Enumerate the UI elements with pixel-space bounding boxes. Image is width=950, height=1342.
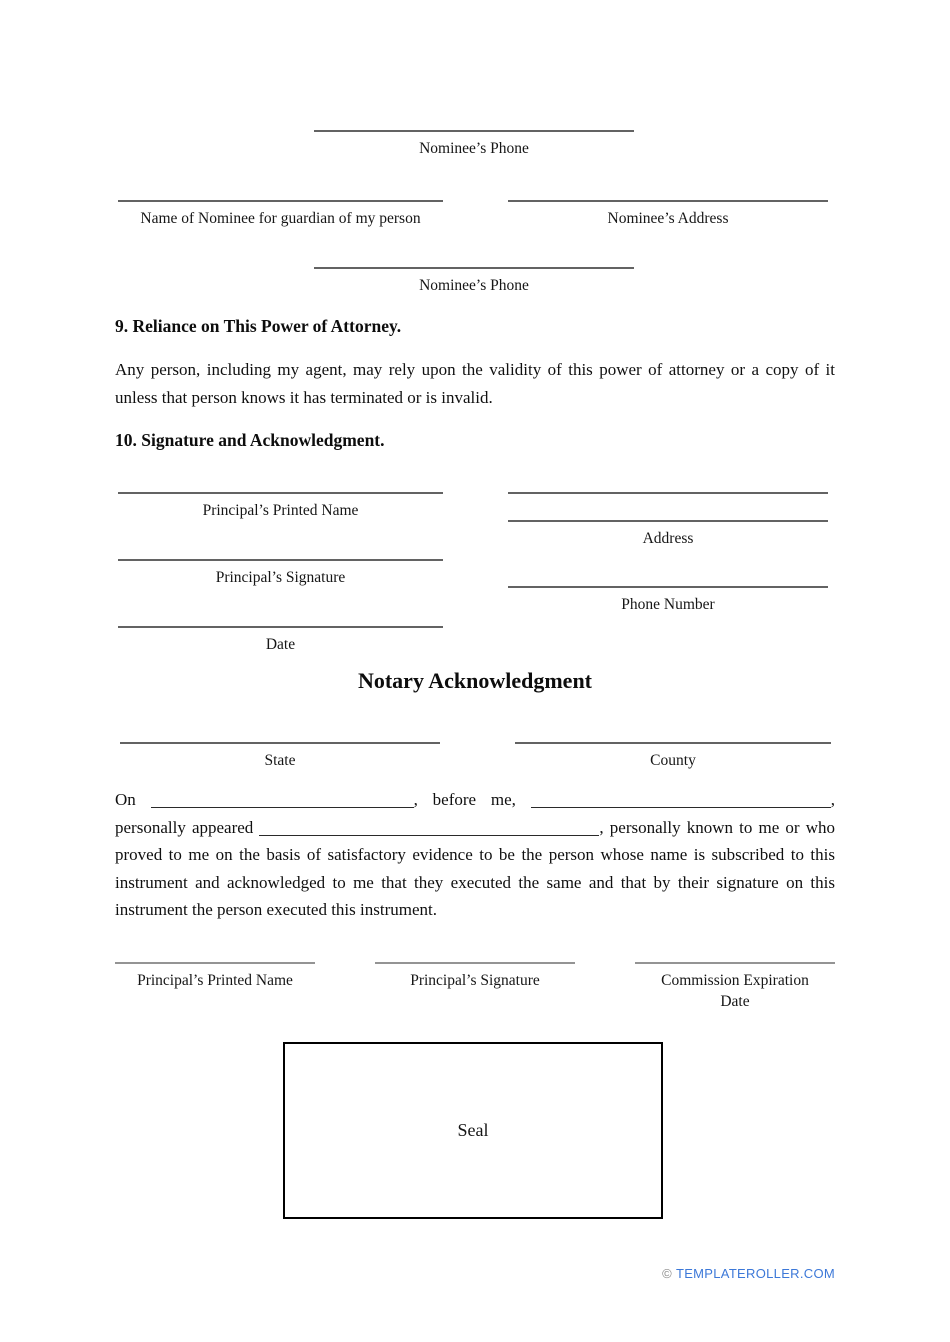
nominee-phone-label: Nominee’s Phone xyxy=(419,140,529,157)
notary-principal-signature-label: Principal’s Signature xyxy=(410,972,540,989)
blank-line xyxy=(118,492,443,494)
notary-paragraph xyxy=(115,786,835,924)
section-9-paragraph: Any person, including my agent, may rely upon the validity of this power of attorney or a copy of it unless that person knows it has terminated or is invalid. xyxy=(115,360,835,407)
blank-line xyxy=(118,559,443,561)
notary-principal-printed-name-label: Principal’s Printed Name xyxy=(137,972,293,989)
blank-line xyxy=(635,962,835,964)
seal-box xyxy=(283,1042,663,1219)
county-field xyxy=(515,742,831,771)
templateroller-link[interactable]: TEMPLATEROLLER.COM xyxy=(675,1266,835,1281)
blank-line xyxy=(515,742,831,744)
notary-text-before-me: , before me, xyxy=(413,790,531,809)
address-label: Address xyxy=(642,530,694,547)
nominee-name-field xyxy=(118,200,443,229)
nominee-phone-field-2 xyxy=(314,267,634,296)
blank-line xyxy=(508,200,828,202)
phone-number-label: Phone Number xyxy=(621,596,715,613)
notary-date-blank xyxy=(151,791,414,808)
blank-line xyxy=(314,130,634,132)
notary-text-rest: , personally known to me or who proved to me on the basis of satisfactory evidence to be the person whose name is subscribed to this instrument and acknowledged to me that they executed the same and that by their signature on this instrument the person executed this instrument. xyxy=(115,817,835,919)
section-10-heading: 10. Signature and Acknowledgment. xyxy=(115,430,385,450)
copyright-icon: © xyxy=(662,1266,672,1281)
date-label: Date xyxy=(265,636,296,653)
county-label: County xyxy=(650,752,696,769)
notary-appeared-name-blank xyxy=(259,819,599,836)
blank-line xyxy=(508,492,828,494)
principal-printed-name-field xyxy=(118,492,443,521)
blank-line xyxy=(118,200,443,202)
state-field xyxy=(120,742,440,771)
blank-line xyxy=(314,267,634,269)
principal-signature-field xyxy=(118,559,443,588)
seal-label: Seal xyxy=(457,1120,489,1140)
blank-line xyxy=(115,962,315,964)
notary-principal-printed-name-field xyxy=(115,962,315,991)
principal-signature-label: Principal’s Signature xyxy=(215,569,346,586)
commission-expiration-date-field xyxy=(635,962,835,1012)
nominee-name-label: Name of Nominee for guardian of my person xyxy=(140,210,421,227)
notary-acknowledgment-title: Notary Acknowledgment xyxy=(357,668,593,693)
nominee-phone-label: Nominee’s Phone xyxy=(419,277,529,294)
nominee-address-field xyxy=(508,200,828,229)
blank-line xyxy=(375,962,575,964)
blank-line xyxy=(508,520,828,522)
address-field xyxy=(508,492,828,549)
blank-line xyxy=(508,586,828,588)
notary-principal-signature-field xyxy=(375,962,575,991)
blank-line xyxy=(118,626,443,628)
phone-number-field xyxy=(508,586,828,615)
blank-line xyxy=(120,742,440,744)
commission-expiration-date-label: Commission Expiration Date xyxy=(661,972,809,1010)
footer xyxy=(115,1266,835,1281)
notary-text-on: On xyxy=(115,790,151,809)
state-label: State xyxy=(264,752,296,769)
date-field xyxy=(118,626,443,655)
nominee-address-label: Nominee’s Address xyxy=(607,210,729,227)
section-9-heading: 9. Reliance on This Power of Attorney. xyxy=(115,316,402,336)
principal-printed-name-label: Principal’s Printed Name xyxy=(202,502,359,519)
notary-name-blank xyxy=(531,791,831,808)
nominee-phone-field-1 xyxy=(314,130,634,159)
notary-text-personally-appeared: , personally appeared xyxy=(115,790,836,837)
